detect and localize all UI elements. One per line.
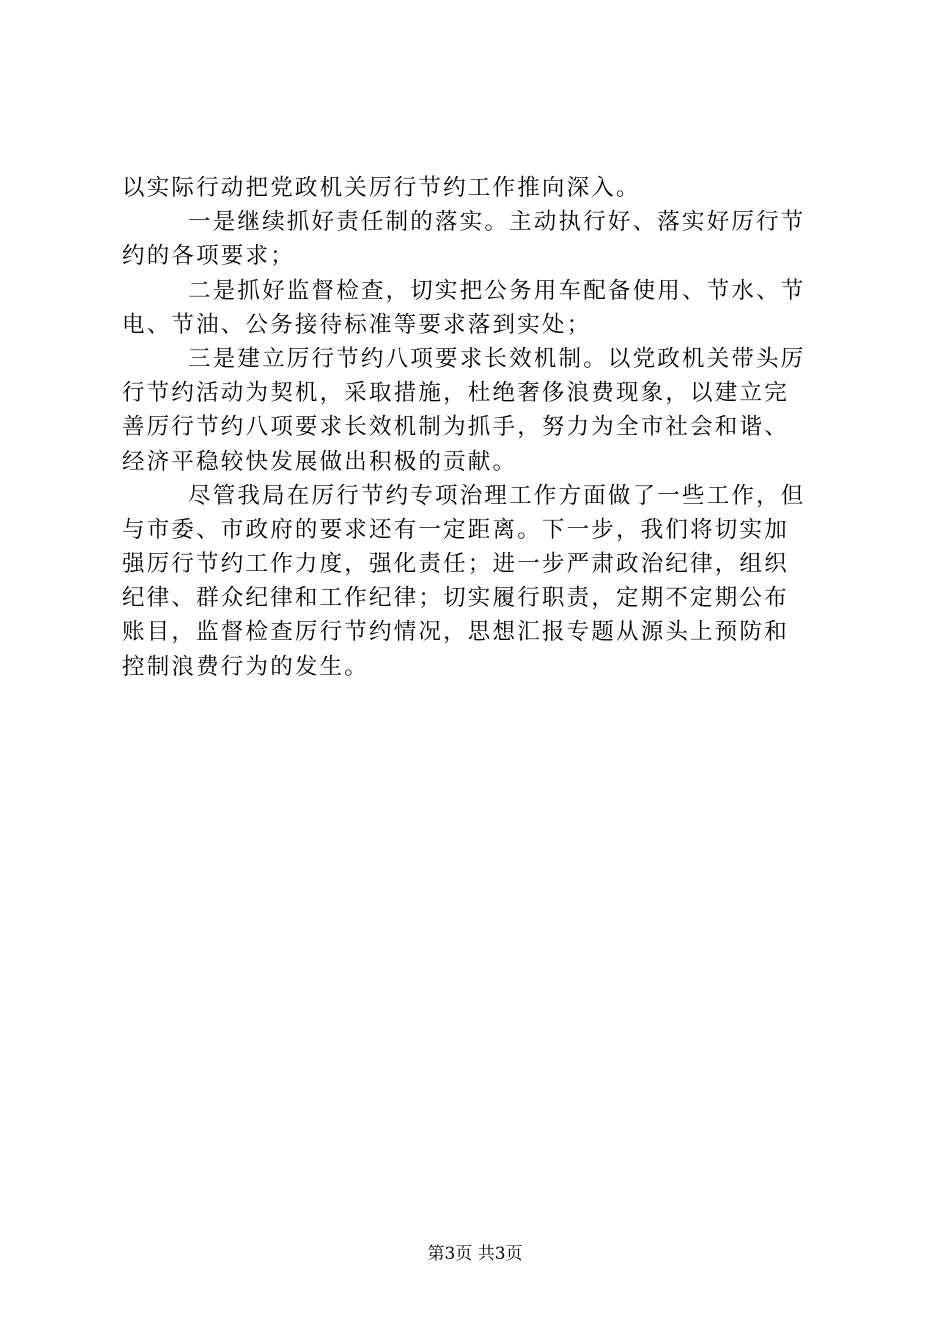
text-line: 控制浪费行为的发生。 [122,653,370,680]
text-line: 强厉行节约工作力度，强化责任；进一步严肃政治纪律，组织 [122,551,789,578]
text-line: 电、节油、公务接待标准等要求落到实处； [122,311,592,338]
text-line: 经济平稳较快发展做出积极的贡献。 [122,448,518,475]
paragraph-4-start: 尽管我局在厉行节约专项治理工作方面做了一些工作，但 [188,482,806,509]
text-line: 约的各项要求； [122,243,295,270]
page-footer: 第3页 共3页 [427,1244,523,1264]
document-body [122,171,832,684]
text-line-continuation: 以实际行动把党政机关厉行节约工作推向深入。 [122,175,641,201]
paragraph-1-start: 一是继续抓好责任制的落实。主动执行好、落实好厉行节 [188,209,806,236]
text-line: 善厉行节约八项要求长效机制为抓手，努力为全市社会和谐、 [122,414,789,441]
paragraph-2-start: 二是抓好监督检查，切实把公务用车配备使用、节水、节 [188,277,806,304]
paragraph-3-start: 三是建立厉行节约八项要求长效机制。以党政机关带头厉 [188,345,806,372]
text-line: 账目，监督检查厉行节约情况，思想汇报专题从源头上预防和 [122,619,789,646]
text-line: 行节约活动为契机，采取措施，杜绝奢侈浪费现象，以建立完 [122,380,789,407]
text-line: 纪律、群众纪律和工作纪律；切实履行职责，定期不定期公布 [122,585,789,612]
text-line: 与市委、市政府的要求还有一定距离。下一步，我们将切实加 [122,516,789,543]
